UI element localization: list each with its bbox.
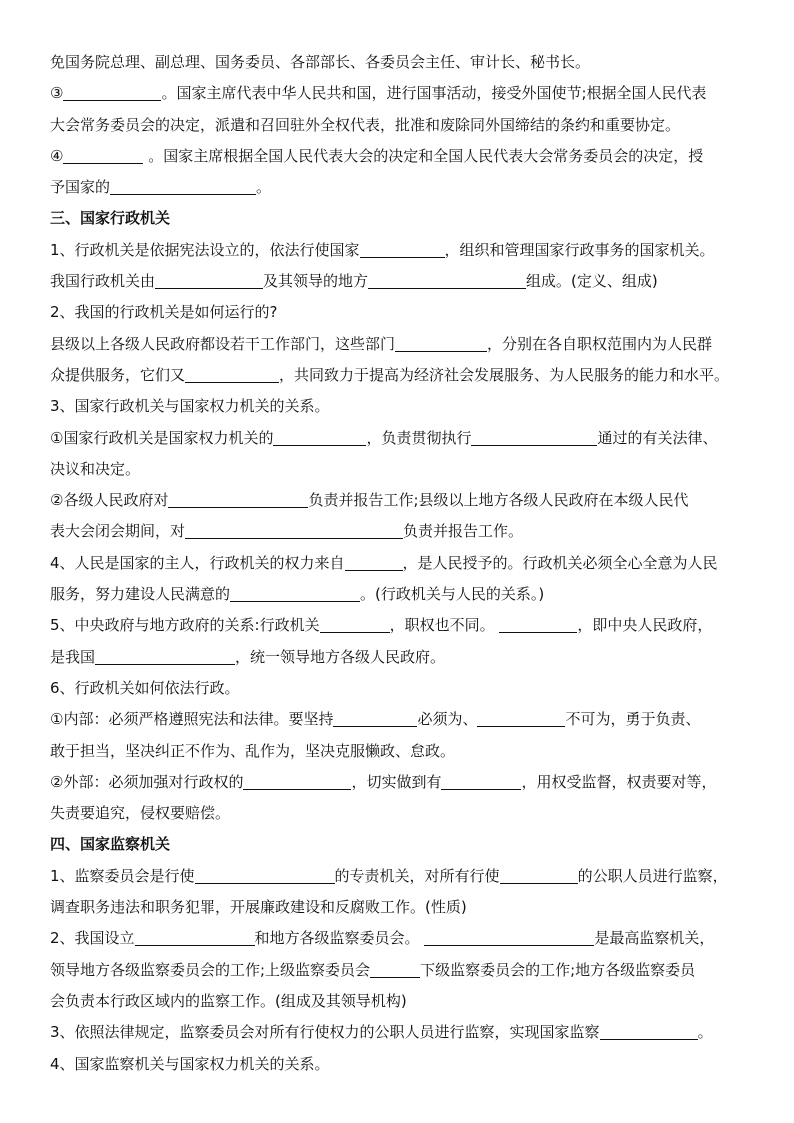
line-text: 负责并报告工作。 <box>403 522 524 541</box>
fill-blank <box>600 1038 698 1040</box>
line-text: 众提供服务，它们又 <box>50 365 186 384</box>
fill-blank <box>499 631 577 633</box>
line-text: 会负责本行政区域内的监察工作。(组成及其领导机构) <box>50 991 407 1010</box>
line-text: 下级监察委员会的工作;地方各级监察委员 <box>420 960 696 979</box>
text-line <box>50 360 750 391</box>
fill-blank <box>185 381 279 383</box>
line-text: 免国务院总理、副总理、国务委员、各部部长、各委员会主任、审计长、秘书长。 <box>50 53 591 71</box>
text-line <box>50 1049 750 1080</box>
line-text: 失责要追究，侵权要赔偿。 <box>50 804 231 823</box>
text-line <box>50 47 750 78</box>
line-text: ④ <box>50 146 64 165</box>
line-text: 及其领导的地方 <box>263 272 369 291</box>
line-text: ①国家行政机关是国家权力机关的 <box>50 428 274 447</box>
fill-blank <box>333 725 417 727</box>
line-text: 4、人民是国家的主人，行政机关的权力来自 <box>50 553 345 572</box>
line-text: ③ <box>50 84 64 103</box>
line-text: 是最高监察机关， <box>594 929 715 948</box>
line-text: ，即中央人民政府， <box>577 616 713 635</box>
text-line <box>50 861 750 892</box>
text-line <box>50 454 750 485</box>
line-text: ，共同致力于提高为经济社会发展服务、为人民服务的能力和水平。 <box>279 365 730 384</box>
section-heading <box>50 203 750 234</box>
line-text: 3、依照法律规定，监察委员会对所有行使权力的公职人员进行监察，实现国家监察 <box>50 1023 600 1042</box>
section-heading <box>50 829 750 860</box>
line-text: 领导地方各级监察委员会的工作;上级监察委员会 <box>50 960 371 979</box>
document-page <box>50 47 750 1080</box>
text-line <box>50 172 750 203</box>
fill-blank <box>273 444 366 446</box>
heading-text: 三、国家行政机关 <box>50 209 171 228</box>
fill-blank <box>185 537 403 539</box>
line-text: ①内部：必须严格遵照宪法和法律。要坚持 <box>50 710 334 729</box>
line-text: 敢于担当，坚决纠正不作为、乱作为，坚决克服懒政、怠政。 <box>50 741 456 760</box>
line-text: 必须为、 <box>417 710 478 729</box>
line-text: 组成。(定义、组成) <box>526 272 658 291</box>
fill-blank <box>500 882 578 884</box>
text-line <box>50 704 750 735</box>
text-line <box>50 485 750 516</box>
fill-blank <box>441 788 521 790</box>
line-text: ，切实做到有 <box>351 772 442 791</box>
fill-blank <box>395 350 487 352</box>
fill-blank <box>110 193 256 195</box>
fill-blank <box>230 600 360 602</box>
line-text: 和地方各级监察委员会。 <box>254 929 425 948</box>
line-text: 服务，努力建设人民满意的 <box>50 585 231 604</box>
line-text: 大会常务委员会的决定，派遣和召回驻外全权代表，批准和废除同外国缔结的条约和重要协定。 <box>50 115 681 134</box>
fill-blank <box>320 631 390 633</box>
fill-blank <box>424 944 594 946</box>
text-line <box>50 548 750 579</box>
line-text: 。(行政机关与人民的关系。) <box>360 585 545 604</box>
line-text: 表大会闭会期间，对 <box>50 522 186 541</box>
text-line <box>50 579 750 610</box>
text-line <box>50 798 750 829</box>
text-line <box>50 1017 750 1048</box>
text-line <box>50 141 750 172</box>
fill-blank <box>370 976 420 978</box>
fill-blank <box>360 256 445 258</box>
line-text: ②各级人民政府对 <box>50 491 169 510</box>
text-line <box>50 329 750 360</box>
text-line <box>50 391 750 422</box>
text-line <box>50 923 750 954</box>
text-line <box>50 736 750 767</box>
line-text: ，用权受监督，权责要对等， <box>521 772 717 791</box>
text-line <box>50 767 750 798</box>
line-text: 通过的有关法律、 <box>597 428 718 447</box>
fill-blank <box>195 882 335 884</box>
line-text: 的公职人员进行监察， <box>577 866 728 885</box>
line-text: 我国行政机关由 <box>50 272 156 291</box>
line-text: 2、我国设立 <box>50 929 135 948</box>
fill-blank <box>345 569 403 571</box>
fill-blank <box>63 162 143 164</box>
line-text: 。国家主席代表中华人民共和国，进行国事活动，接受外国使节;根据全国人民代表 <box>161 84 707 103</box>
text-line <box>50 266 750 297</box>
text-line <box>50 235 750 266</box>
line-text: 1、监察委员会是行使 <box>50 866 195 885</box>
line-text: 的专责机关，对所有行使 <box>334 866 500 885</box>
line-text: ，分别在各自职权范围内为人民群 <box>487 334 713 353</box>
fill-blank <box>243 788 351 790</box>
line-text: ，负责贯彻执行 <box>366 428 472 447</box>
text-line <box>50 78 750 109</box>
line-text: 2、我国的行政机关是如何运行的? <box>50 303 278 322</box>
text-line <box>50 110 750 141</box>
line-text: ，是人民授予的。行政机关必须全心全意为人民 <box>402 553 718 572</box>
line-text: 是我国 <box>50 647 96 666</box>
line-text: 县级以上各级人民政府都设若干工作部门，这些部门 <box>50 334 396 353</box>
line-text: ，职权也不同。 <box>389 616 500 635</box>
line-text: 。 <box>256 178 272 197</box>
line-text: 调查职务违法和职务犯罪，开展廉政建设和反腐败工作。(性质) <box>50 898 467 917</box>
line-text: 不可为，勇于负责、 <box>565 710 701 729</box>
heading-text: 四、国家监察机关 <box>50 835 171 854</box>
fill-blank <box>63 99 161 101</box>
text-line <box>50 673 750 704</box>
text-line <box>50 986 750 1017</box>
line-text: 负责并报告工作;县级以上地方各级人民政府在本级人民代 <box>308 491 689 510</box>
text-line <box>50 610 750 641</box>
fill-blank <box>168 506 308 508</box>
line-text: 4、国家监察机关与国家权力机关的关系。 <box>50 1054 330 1073</box>
fill-blank <box>135 944 255 946</box>
fill-blank <box>471 444 597 446</box>
text-line <box>50 892 750 923</box>
line-text: 决议和决定。 <box>50 459 141 478</box>
text-line <box>50 955 750 986</box>
text-line <box>50 516 750 547</box>
line-text: 3、国家行政机关与国家权力机关的关系。 <box>50 397 330 416</box>
line-text: 予国家的 <box>50 178 111 197</box>
fill-blank <box>155 287 263 289</box>
line-text: 5、中央政府与地方政府的关系:行政机关 <box>50 616 320 635</box>
text-line <box>50 297 750 328</box>
line-text: 1、行政机关是依据宪法设立的，依法行使国家 <box>50 240 360 259</box>
line-text: 6、行政机关如何依法行政。 <box>50 678 240 697</box>
text-line <box>50 423 750 454</box>
line-text: ，统一领导地方各级人民政府。 <box>235 647 446 666</box>
text-line <box>50 642 750 673</box>
line-text: ②外部：必须加强对行政权的 <box>50 772 244 791</box>
fill-blank <box>477 725 565 727</box>
fill-blank <box>95 663 235 665</box>
line-text: 。国家主席根据全国人民代表大会的决定和全国人民代表大会常务委员会的决定，授 <box>143 146 704 165</box>
fill-blank <box>368 287 526 289</box>
line-text: 。 <box>697 1023 713 1042</box>
line-text: ，组织和管理国家行政事务的国家机关。 <box>444 240 715 259</box>
